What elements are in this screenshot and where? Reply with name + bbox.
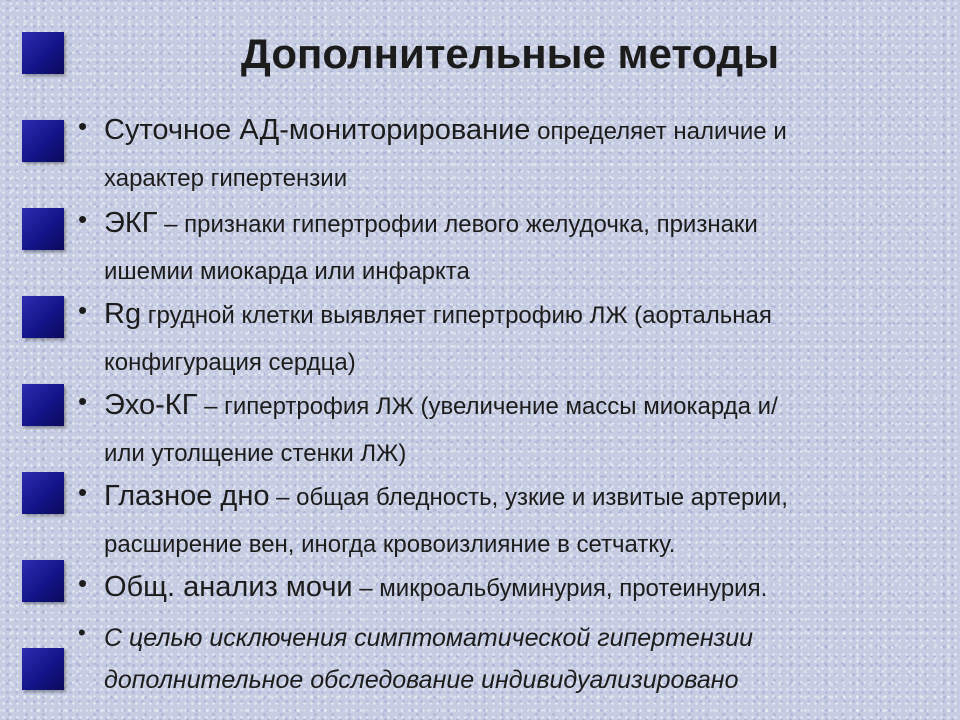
bullet-icon: • — [78, 568, 88, 598]
slide-title: Дополнительные методы — [240, 30, 780, 77]
bullet-icon: • — [78, 295, 88, 325]
bullet-icon: • — [78, 620, 86, 645]
list-item — [74, 617, 944, 701]
item-text: – признаки гипертрофии левого желудочка, признаки — [157, 211, 758, 238]
methods-list — [74, 108, 944, 701]
list-item — [74, 108, 944, 201]
decorative-square — [22, 560, 64, 602]
decorative-square — [22, 32, 64, 74]
bullet-icon: • — [78, 111, 88, 141]
item-lead: Общ. анализ мочи — [104, 571, 353, 603]
list-item — [74, 201, 944, 292]
item-text-continued: или утолщение стенки ЛЖ) — [104, 440, 407, 467]
item-text-continued: характер гипертензии — [104, 165, 348, 192]
item-text-continued: конфигурация сердца) — [104, 349, 356, 376]
decorative-squares-column — [0, 0, 80, 720]
decorative-square — [22, 384, 64, 426]
item-text: грудной клетки выявляет гипертрофию ЛЖ (аортальная — [141, 302, 772, 329]
decorative-square — [22, 472, 64, 514]
list-item — [74, 383, 944, 474]
item-text: определяет наличие и — [530, 118, 787, 145]
decorative-square — [22, 120, 64, 162]
list-item — [74, 474, 944, 565]
bullet-icon: • — [78, 204, 88, 234]
item-note: С целью исключения симптоматической гипертензии — [104, 624, 753, 652]
item-lead: Суточное АД-мониторирование — [104, 114, 531, 146]
item-lead: ЭКГ — [104, 207, 158, 239]
item-lead: Rg — [104, 298, 142, 330]
item-lead: Эхо-КГ — [104, 389, 198, 421]
item-text: – гипертрофия ЛЖ (увеличение массы миокарда и/ — [197, 393, 778, 420]
item-text: – микроальбуминурия, протеинурия. — [352, 575, 768, 602]
decorative-square — [22, 296, 64, 338]
bullet-icon: • — [78, 477, 88, 507]
bullet-icon: • — [78, 386, 88, 416]
item-lead: Глазное дно — [104, 480, 270, 512]
decorative-square — [22, 208, 64, 250]
decorative-square — [22, 648, 64, 690]
item-note-continued: дополнительное обследование индивидуализировано — [104, 666, 739, 694]
list-item — [74, 292, 944, 383]
list-item — [74, 565, 944, 617]
item-text-continued: расширение вен, иногда кровоизлияние в сетчатку. — [104, 531, 676, 558]
item-text: – общая бледность, узкие и извитые артерии, — [269, 484, 788, 511]
item-text-continued: ишемии миокарда или инфаркта — [104, 258, 470, 285]
